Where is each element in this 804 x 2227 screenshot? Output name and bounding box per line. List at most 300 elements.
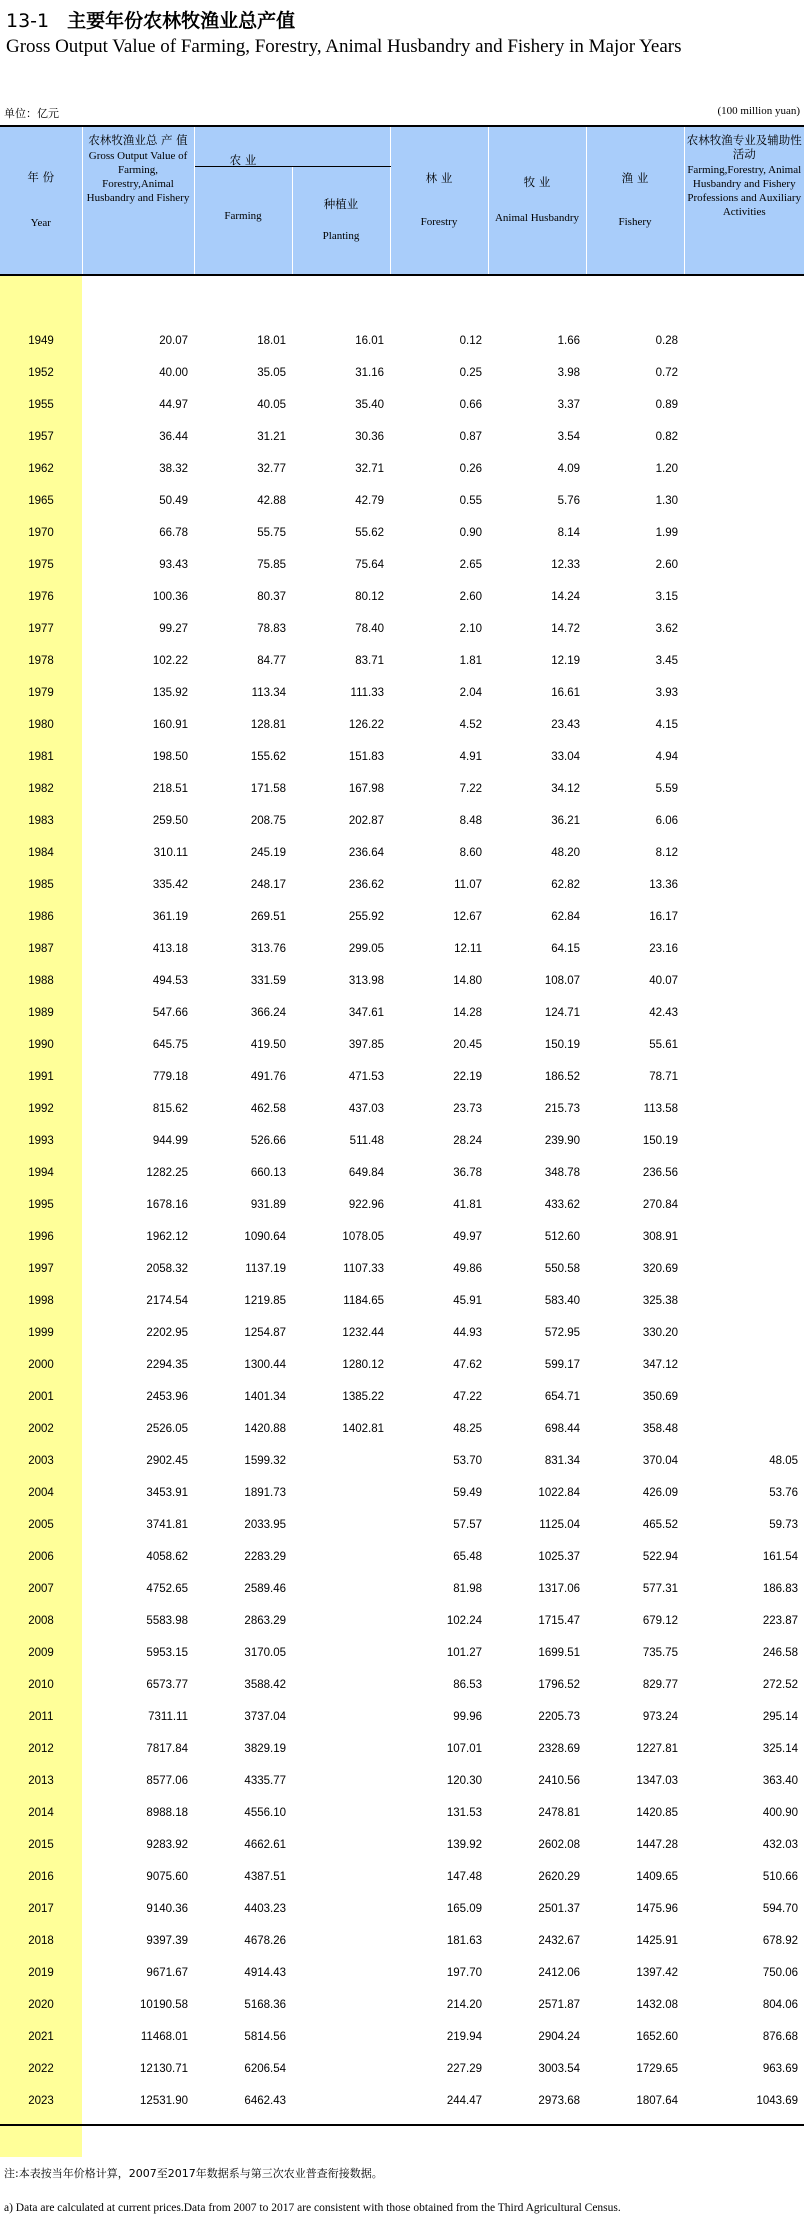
cell-total: 9283.92	[146, 1838, 188, 1851]
cell-year: 2021	[0, 2017, 82, 2049]
cell-animal: 1715.47	[538, 1614, 580, 1627]
cell-forestry: 0.12	[459, 334, 482, 347]
cell-planting: 511.48	[349, 1134, 384, 1147]
cell-farming: 171.58	[250, 782, 286, 795]
table-row	[0, 897, 804, 929]
table-row	[0, 1249, 804, 1281]
cell-fishery: 1807.64	[636, 2094, 678, 2107]
cell-planting: 1078.05	[342, 1230, 384, 1243]
table-row	[0, 673, 804, 705]
cell-animal: 2432.67	[538, 1934, 580, 1947]
cell-year: 1979	[0, 673, 82, 705]
cell-fishery: 1409.65	[636, 1870, 678, 1883]
cell-forestry: 20.45	[453, 1038, 482, 1051]
cell-planting: 126.22	[348, 718, 384, 731]
cell-fishery: 23.16	[649, 942, 678, 955]
table-row	[0, 1505, 804, 1537]
cell-total: 8988.18	[146, 1806, 188, 1819]
cell-year: 2019	[0, 1953, 82, 1985]
cell-farming: 1090.64	[244, 1230, 286, 1243]
cell-farming: 331.59	[250, 974, 286, 987]
cell-animal: 1699.51	[538, 1646, 580, 1659]
cell-forestry: 107.01	[446, 1742, 482, 1755]
cell-year: 1986	[0, 897, 82, 929]
cell-forestry: 120.30	[446, 1774, 482, 1787]
cell-total: 44.97	[159, 398, 188, 411]
cell-animal: 2205.73	[538, 1710, 580, 1723]
cell-year: 1990	[0, 1025, 82, 1057]
table-row	[0, 1057, 804, 1089]
cell-forestry: 102.24	[446, 1614, 482, 1627]
cell-forestry: 49.97	[453, 1230, 482, 1243]
cell-services: 400.90	[762, 1806, 798, 1819]
cell-fishery: 426.09	[642, 1486, 678, 1499]
unit-label-en: (100 million yuan)	[717, 105, 800, 117]
cell-services	[684, 641, 804, 673]
cell-services	[684, 1409, 804, 1441]
cell-services	[684, 865, 804, 897]
cell-fishery: 358.48	[642, 1422, 678, 1435]
cell-animal: 186.52	[544, 1070, 580, 1083]
cell-animal: 2328.69	[538, 1742, 580, 1755]
cell-forestry: 44.93	[453, 1326, 482, 1339]
cell-fishery: 42.43	[649, 1006, 678, 1019]
cell-services: 678.92	[762, 1934, 798, 1947]
cell-total: 2174.54	[146, 1294, 188, 1307]
cell-fishery: 1397.42	[636, 1966, 678, 1979]
footnote-cn: 注:本表按当年价格计算，2007至2017年数据系与第三次农业普查衔接数据。	[4, 2167, 383, 2180]
cell-forestry: 28.24	[453, 1134, 482, 1147]
cell-planting: 1280.12	[342, 1358, 384, 1371]
cell-forestry: 47.62	[453, 1358, 482, 1371]
cell-year: 1976	[0, 577, 82, 609]
cell-planting: 236.64	[348, 846, 384, 859]
cell-forestry: 14.80	[453, 974, 482, 987]
cell-forestry: 8.60	[459, 846, 482, 859]
cell-total: 50.49	[159, 494, 188, 507]
table-row	[0, 865, 804, 897]
cell-fishery: 236.56	[642, 1166, 678, 1179]
cell-services	[684, 1249, 804, 1281]
cell-animal: 48.20	[551, 846, 580, 859]
cell-year: 2018	[0, 1921, 82, 1953]
cell-fishery: 973.24	[642, 1710, 678, 1723]
cell-animal: 2571.87	[538, 1998, 580, 2011]
cell-services	[684, 1377, 804, 1409]
cell-planting: 151.83	[348, 750, 384, 763]
cell-total: 2902.45	[146, 1454, 188, 1467]
cell-forestry: 36.78	[453, 1166, 482, 1179]
cell-animal: 2602.08	[538, 1838, 580, 1851]
cell-farming: 245.19	[250, 846, 286, 859]
table-row	[0, 1985, 804, 2017]
cell-year: 1991	[0, 1057, 82, 1089]
table-row	[0, 833, 804, 865]
cell-planting	[292, 1601, 390, 1633]
cell-planting	[292, 1825, 390, 1857]
cell-forestry: 14.28	[453, 1006, 482, 1019]
cell-animal: 3003.54	[538, 2062, 580, 2075]
cell-planting: 437.03	[348, 1102, 384, 1115]
table-row	[0, 385, 804, 417]
cell-animal: 2904.24	[538, 2030, 580, 2043]
cell-fishery: 3.45	[655, 654, 678, 667]
col-header-farming: 农 业 Farming	[194, 167, 292, 275]
cell-forestry: 0.55	[459, 494, 482, 507]
cell-planting: 1107.33	[343, 1262, 384, 1275]
cell-animal: 16.61	[551, 686, 580, 699]
cell-total: 36.44	[159, 430, 188, 443]
cell-total: 160.91	[152, 718, 188, 731]
cell-total: 2526.05	[146, 1422, 188, 1435]
cell-planting	[292, 1985, 390, 2017]
cell-services	[684, 577, 804, 609]
cell-year: 2022	[0, 2049, 82, 2081]
table-row	[0, 1281, 804, 1313]
cell-services: 363.40	[762, 1774, 798, 1787]
cell-animal: 831.34	[544, 1454, 580, 1467]
cell-animal: 1025.37	[538, 1550, 580, 1563]
cell-fishery: 2.60	[655, 558, 678, 571]
cell-animal: 14.72	[551, 622, 580, 635]
cell-farming: 1254.87	[244, 1326, 286, 1339]
cell-total: 7311.11	[148, 1710, 188, 1723]
cell-animal: 2412.06	[538, 1966, 580, 1979]
cell-services	[684, 609, 804, 641]
cell-farming: 42.88	[257, 494, 286, 507]
table-row	[0, 705, 804, 737]
cell-fishery: 13.36	[649, 878, 678, 891]
cell-planting: 167.98	[348, 782, 384, 795]
title-cn-text: 主要年份农林牧渔业总产值	[67, 10, 296, 32]
cell-planting: 42.79	[355, 494, 384, 507]
cell-forestry: 2.65	[459, 558, 482, 571]
cell-services: 804.06	[762, 1998, 798, 2011]
cell-animal: 14.24	[551, 590, 580, 603]
cell-farming: 1599.32	[244, 1454, 286, 1467]
cell-fishery: 1729.65	[636, 2062, 678, 2075]
cell-planting: 55.62	[355, 526, 384, 539]
table-row	[0, 801, 804, 833]
table-body	[0, 275, 804, 2157]
cell-animal: 433.62	[544, 1198, 580, 1211]
cell-farming: 6462.43	[244, 2094, 286, 2107]
cell-animal: 34.12	[551, 782, 580, 795]
cell-year: 1998	[0, 1281, 82, 1313]
table-row	[0, 1313, 804, 1345]
cell-planting: 1232.44	[342, 1326, 384, 1339]
cell-forestry: 227.29	[446, 2062, 482, 2075]
cell-fishery: 1227.81	[636, 1742, 678, 1755]
cell-planting: 83.71	[355, 654, 384, 667]
cell-farming: 35.05	[257, 366, 286, 379]
cell-services	[684, 513, 804, 545]
cell-fishery: 55.61	[649, 1038, 678, 1051]
cell-year: 1962	[0, 449, 82, 481]
cell-services	[684, 1153, 804, 1185]
cell-animal: 698.44	[544, 1422, 580, 1435]
cell-animal: 33.04	[551, 750, 580, 763]
cell-planting: 78.40	[355, 622, 384, 635]
cell-services: 59.73	[769, 1518, 798, 1531]
cell-planting	[292, 1889, 390, 1921]
cell-planting: 202.87	[348, 814, 384, 827]
cell-farming: 4556.10	[244, 1806, 286, 1819]
cell-forestry: 2.04	[459, 686, 482, 699]
table-row	[0, 1473, 804, 1505]
table-row	[0, 1377, 804, 1409]
cell-fishery: 16.17	[649, 910, 678, 923]
cell-forestry: 48.25	[453, 1422, 482, 1435]
cell-total: 11468.01	[140, 2030, 188, 2043]
cell-services: 246.58	[762, 1646, 798, 1659]
cell-services	[684, 705, 804, 737]
cell-forestry: 0.26	[459, 462, 482, 475]
cell-forestry: 0.87	[459, 430, 482, 443]
col-header-services: 农林牧渔专业及辅助性活动 Farming,Forestry, Animal Husbandry and Fishery Professions and Auxiliary Activities	[684, 127, 804, 275]
cell-services	[684, 1057, 804, 1089]
cell-farming: 55.75	[257, 526, 286, 539]
cell-forestry: 0.90	[459, 526, 482, 539]
cell-farming: 155.62	[250, 750, 286, 763]
cell-planting: 299.05	[348, 942, 384, 955]
cell-farming: 3170.05	[244, 1646, 286, 1659]
cell-fishery: 0.28	[655, 334, 678, 347]
cell-farming: 462.58	[250, 1102, 286, 1115]
cell-animal: 2501.37	[538, 1902, 580, 1915]
cell-forestry: 53.70	[453, 1454, 482, 1467]
cell-services	[684, 1121, 804, 1153]
cell-farming: 2589.46	[244, 1582, 286, 1595]
table-row	[0, 1697, 804, 1729]
cell-animal: 62.82	[551, 878, 580, 891]
cell-farming: 366.24	[250, 1006, 286, 1019]
table-row	[0, 769, 804, 801]
cell-animal: 3.54	[557, 430, 580, 443]
cell-animal: 12.33	[551, 558, 580, 571]
cell-year: 2009	[0, 1633, 82, 1665]
table-row	[0, 1889, 804, 1921]
cell-forestry: 1.81	[459, 654, 482, 667]
cell-year: 1955	[0, 385, 82, 417]
cell-year: 2004	[0, 1473, 82, 1505]
cell-services	[684, 1025, 804, 1057]
cell-farming: 31.21	[257, 430, 286, 443]
cell-fishery: 78.71	[649, 1070, 678, 1083]
col-header-total: 农林牧渔业总 产 值 Gross Output Value of Farming, Forestry,Animal Husbandry and Fishery	[82, 127, 194, 275]
cell-fishery: 1.20	[655, 462, 678, 475]
cell-forestry: 214.20	[446, 1998, 482, 2011]
cell-services: 53.76	[769, 1486, 798, 1499]
cell-fishery: 325.38	[642, 1294, 678, 1307]
cell-services: 186.83	[762, 1582, 798, 1595]
cell-planting	[292, 1953, 390, 1985]
cell-fishery: 4.94	[655, 750, 678, 763]
cell-total: 9140.36	[146, 1902, 188, 1915]
table-spacer-row	[0, 275, 804, 321]
cell-total: 99.27	[159, 622, 188, 635]
cell-total: 361.19	[152, 910, 188, 923]
cell-fishery: 1425.91	[636, 1934, 678, 1947]
cell-year: 1970	[0, 513, 82, 545]
cell-total: 2058.32	[146, 1262, 188, 1275]
cell-forestry: 165.09	[446, 1902, 482, 1915]
cell-total: 198.50	[152, 750, 188, 763]
cell-planting: 255.92	[348, 910, 384, 923]
col-header-planting: 种植业 Planting	[292, 167, 390, 275]
cell-fishery: 1652.60	[636, 2030, 678, 2043]
cell-services	[684, 417, 804, 449]
cell-animal: 23.43	[551, 718, 580, 731]
cell-forestry: 41.81	[453, 1198, 482, 1211]
cell-services	[684, 993, 804, 1025]
cell-animal: 1022.84	[538, 1486, 580, 1499]
cell-fishery: 0.82	[655, 430, 678, 443]
output-value-table	[0, 127, 804, 2157]
cell-forestry: 2.10	[459, 622, 482, 635]
cell-year: 1993	[0, 1121, 82, 1153]
cell-year: 1949	[0, 321, 82, 353]
cell-farming: 80.37	[257, 590, 286, 603]
cell-fishery: 4.15	[655, 718, 678, 731]
cell-services: 963.69	[762, 2062, 798, 2075]
table-row	[0, 545, 804, 577]
cell-planting: 347.61	[348, 1006, 384, 1019]
cell-farming: 1891.73	[244, 1486, 286, 1499]
cell-planting: 80.12	[355, 590, 384, 603]
cell-forestry: 12.67	[453, 910, 482, 923]
cell-year: 2023	[0, 2081, 82, 2113]
cell-total: 779.18	[152, 1070, 188, 1083]
cell-forestry: 22.19	[453, 1070, 482, 1083]
cell-total: 93.43	[159, 558, 188, 571]
cell-year: 2002	[0, 1409, 82, 1441]
cell-fishery: 3.62	[655, 622, 678, 635]
cell-year: 2020	[0, 1985, 82, 2017]
cell-forestry: 101.27	[446, 1646, 482, 1659]
cell-total: 5953.15	[146, 1646, 188, 1659]
cell-animal: 572.95	[544, 1326, 580, 1339]
table-row	[0, 1857, 804, 1889]
cell-animal: 348.78	[544, 1166, 580, 1179]
cell-total: 413.18	[152, 942, 188, 955]
cell-total: 815.62	[152, 1102, 188, 1115]
cell-fishery: 3.93	[655, 686, 678, 699]
cell-total: 645.75	[152, 1038, 188, 1051]
table-row	[0, 1601, 804, 1633]
cell-year: 1994	[0, 1153, 82, 1185]
cell-planting	[292, 1537, 390, 1569]
table-row	[0, 1185, 804, 1217]
cell-animal: 3.37	[557, 398, 580, 411]
cell-year: 1992	[0, 1089, 82, 1121]
table-row	[0, 1729, 804, 1761]
col-header-year: 年 份 Year	[0, 127, 82, 275]
cell-forestry: 181.63	[446, 1934, 482, 1947]
cell-services	[684, 737, 804, 769]
cell-fishery: 829.77	[642, 1678, 678, 1691]
cell-planting: 922.96	[348, 1198, 384, 1211]
cell-animal: 512.60	[544, 1230, 580, 1243]
cell-forestry: 11.07	[454, 878, 482, 891]
cell-farming: 1401.34	[244, 1390, 286, 1403]
cell-year: 1980	[0, 705, 82, 737]
cell-services: 510.66	[762, 1870, 798, 1883]
cell-forestry: 2.60	[459, 590, 482, 603]
table-title-cn	[6, 6, 295, 33]
cell-animal: 654.71	[544, 1390, 580, 1403]
table-row	[0, 1921, 804, 1953]
cell-total: 2202.95	[146, 1326, 188, 1339]
cell-services: 594.70	[762, 1902, 798, 1915]
cell-services	[684, 769, 804, 801]
cell-farming: 40.05	[257, 398, 286, 411]
table-row	[0, 641, 804, 673]
table-row	[0, 993, 804, 1025]
cell-services	[684, 961, 804, 993]
cell-services	[684, 353, 804, 385]
cell-forestry: 0.66	[459, 398, 482, 411]
cell-planting	[292, 1665, 390, 1697]
cell-fishery: 3.15	[655, 590, 678, 603]
cell-fishery: 113.58	[643, 1102, 678, 1115]
cell-forestry: 99.96	[453, 1710, 482, 1723]
cell-fishery: 735.75	[642, 1646, 678, 1659]
table-row	[0, 1121, 804, 1153]
cell-fishery: 1475.96	[636, 1902, 678, 1915]
cell-forestry: 81.98	[453, 1582, 482, 1595]
table-row	[0, 577, 804, 609]
cell-animal: 8.14	[557, 526, 580, 539]
cell-farming: 5814.56	[244, 2030, 286, 2043]
cell-animal: 62.84	[551, 910, 580, 923]
cell-forestry: 8.48	[459, 814, 482, 827]
cell-year: 1952	[0, 353, 82, 385]
cell-forestry: 65.48	[453, 1550, 482, 1563]
cell-farming: 269.51	[250, 910, 286, 923]
table-row	[0, 737, 804, 769]
cell-planting	[292, 1857, 390, 1889]
cell-services: 223.87	[762, 1614, 798, 1627]
cell-farming: 491.76	[250, 1070, 286, 1083]
cell-planting: 313.98	[348, 974, 384, 987]
cell-farming: 78.83	[257, 622, 286, 635]
col-header-forestry: 林 业 Forestry	[390, 127, 488, 275]
cell-fishery: 1420.85	[636, 1806, 678, 1819]
cell-farming: 4914.43	[244, 1966, 286, 1979]
cell-year: 1999	[0, 1313, 82, 1345]
cell-total: 66.78	[159, 526, 188, 539]
cell-fishery: 150.19	[642, 1134, 678, 1147]
cell-animal: 599.17	[544, 1358, 580, 1371]
table-title-en: Gross Output Value of Farming, Forestry, Animal Husbandry and Fishery in Major Years	[6, 36, 682, 57]
cell-animal: 3.98	[557, 366, 580, 379]
cell-forestry: 197.70	[446, 1966, 482, 1979]
cell-fishery: 8.12	[655, 846, 678, 859]
cell-farming: 3737.04	[244, 1710, 286, 1723]
cell-fishery: 1.99	[655, 526, 678, 539]
cell-year: 1989	[0, 993, 82, 1025]
cell-fishery: 330.20	[642, 1326, 678, 1339]
cell-animal: 2620.29	[538, 1870, 580, 1883]
cell-services	[684, 801, 804, 833]
cell-year: 2003	[0, 1441, 82, 1473]
cell-services	[684, 673, 804, 705]
cell-total: 20.07	[159, 334, 188, 347]
cell-services	[684, 449, 804, 481]
unit-label-cn: 单位：亿元	[4, 107, 59, 120]
table-row	[0, 1953, 804, 1985]
